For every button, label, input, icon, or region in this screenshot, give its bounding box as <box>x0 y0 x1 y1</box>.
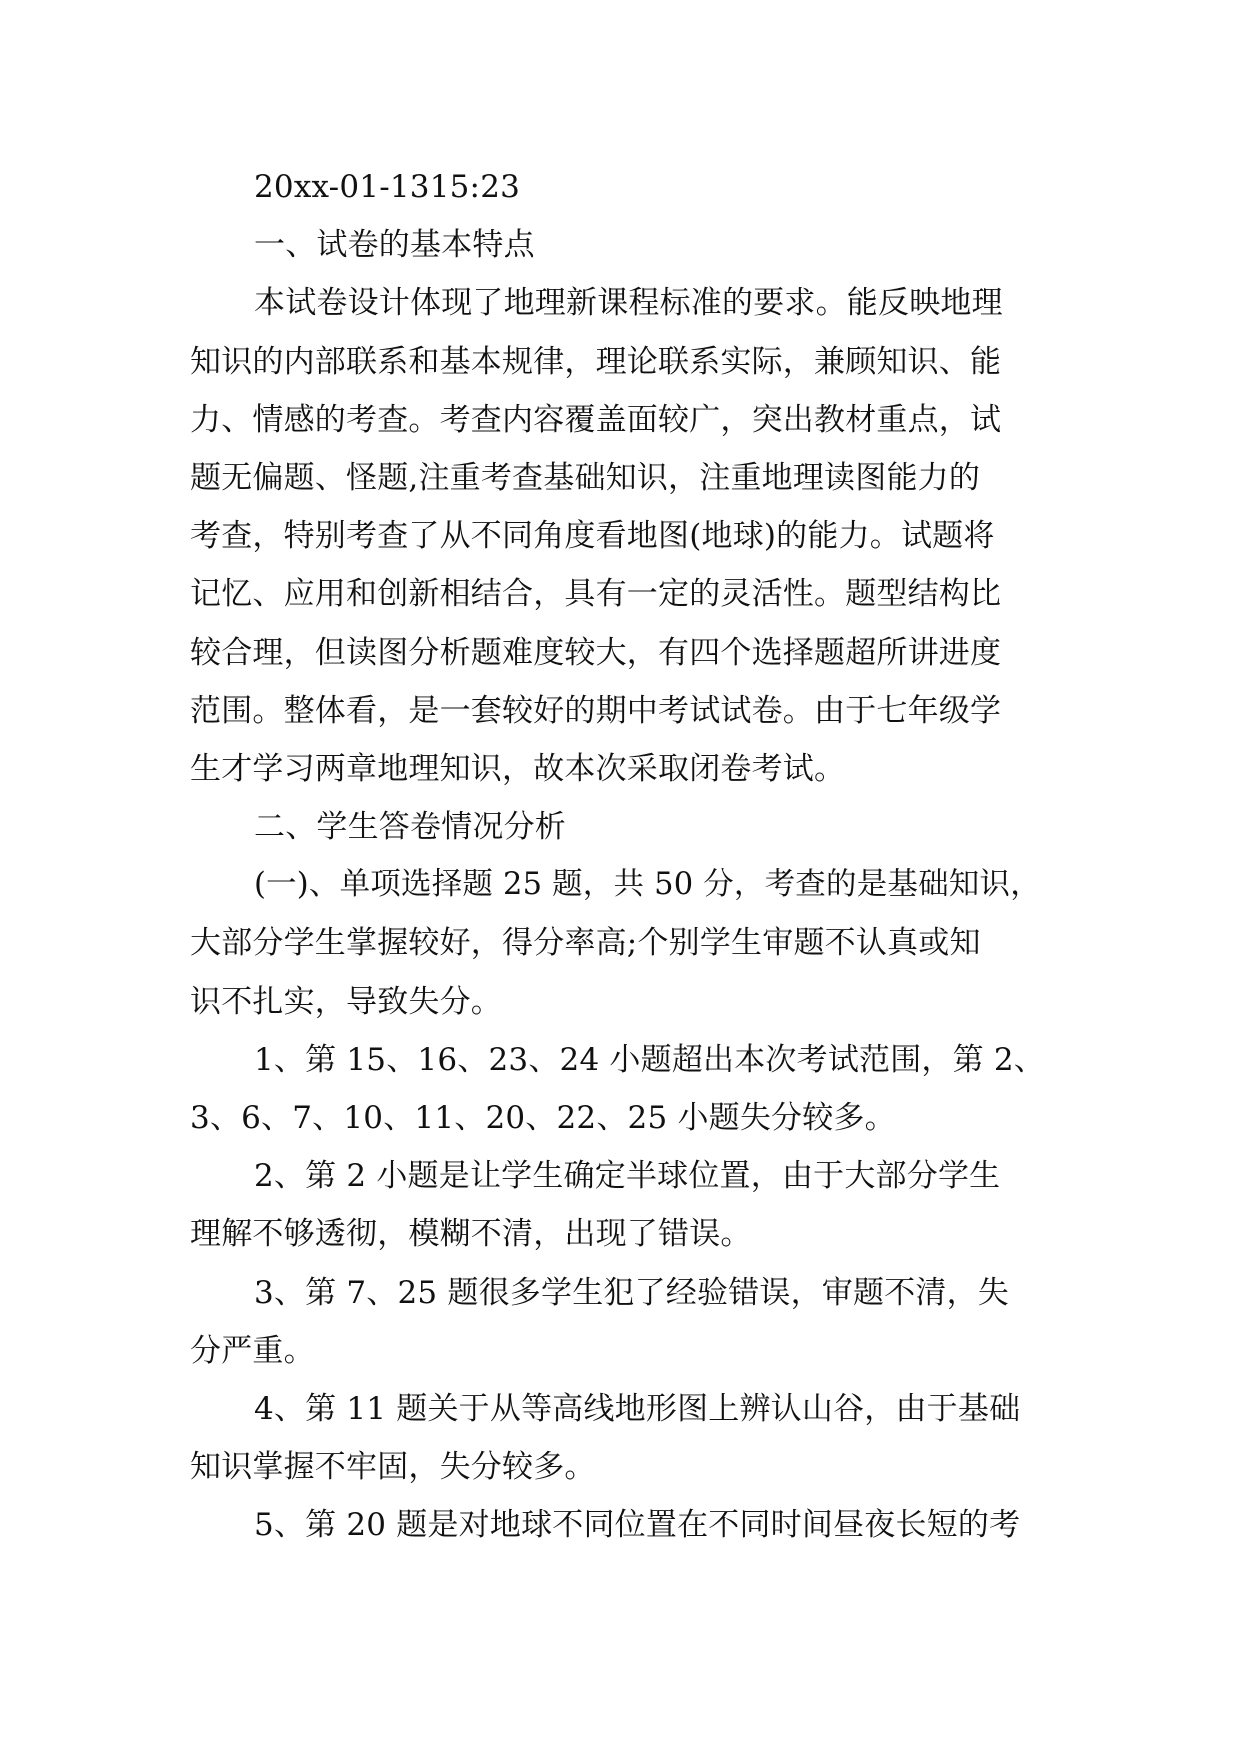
paragraph-line: 题无偏题、怪题,注重考查基础知识，注重地理读图能力的 <box>190 459 981 496</box>
section-heading-1: 一、试卷的基本特点 <box>254 227 535 264</box>
section-heading-2: 二、学生答卷情况分析 <box>254 809 566 846</box>
paragraph-line: 记忆、应用和创新相结合，具有一定的灵活性。题型结构比 <box>190 576 1002 613</box>
paragraph-line: (一)、单项选择题 25 题，共 50 分，考查的是基础知识， <box>254 867 1041 903</box>
list-item: 1、第 15、16、23、24 小题超出本次考试范围，第 2、 <box>254 1041 1045 1078</box>
list-item-continuation: 知识掌握不牢固，失分较多。 <box>190 1449 596 1486</box>
paragraph-line: 大部分学生掌握较好，得分率高;个别学生审题不认真或知 <box>190 925 981 962</box>
list-item: 5、第 20 题是对地球不同位置在不同时间昼夜长短的考 <box>254 1507 1021 1544</box>
paragraph-line: 知识的内部联系和基本规律，理论联系实际，兼顾知识、能 <box>190 343 1002 380</box>
paragraph-line: 考查，特别考查了从不同角度看地图(地球)的能力。试题将 <box>190 518 995 555</box>
timestamp: 20xx-01-1315:23 <box>254 169 521 205</box>
list-item-continuation: 分严重。 <box>190 1332 315 1369</box>
paragraph-line: 识不扎实，导致失分。 <box>190 983 502 1020</box>
list-item-continuation: 理解不够透彻，模糊不清，出现了错误。 <box>190 1216 752 1253</box>
list-item: 2、第 2 小题是让学生确定半球位置，由于大部分学生 <box>254 1158 1001 1195</box>
list-item: 4、第 11 题关于从等高线地形图上辨认山谷，由于基础 <box>254 1390 1021 1427</box>
paragraph-line: 范围。整体看，是一套较好的期中考试试卷。由于七年级学 <box>190 692 1002 729</box>
document-body <box>190 158 1052 1555</box>
paragraph-line: 较合理，但读图分析题难度较大，有四个选择题超所讲进度 <box>190 634 1002 671</box>
paragraph-line: 生才学习两章地理知识，故本次采取闭卷考试。 <box>190 750 846 787</box>
list-item-continuation: 3、6、7、10、11、20、22、25 小题失分较多。 <box>190 1100 896 1136</box>
list-item: 3、第 7、25 题很多学生犯了经验错误，审题不清，失 <box>254 1274 1009 1311</box>
paragraph-line: 本试卷设计体现了地理新课程标准的要求。能反映地理 <box>254 285 1003 322</box>
paragraph-line: 力、情感的考查。考查内容覆盖面较广，突出教材重点，试 <box>190 401 1002 438</box>
